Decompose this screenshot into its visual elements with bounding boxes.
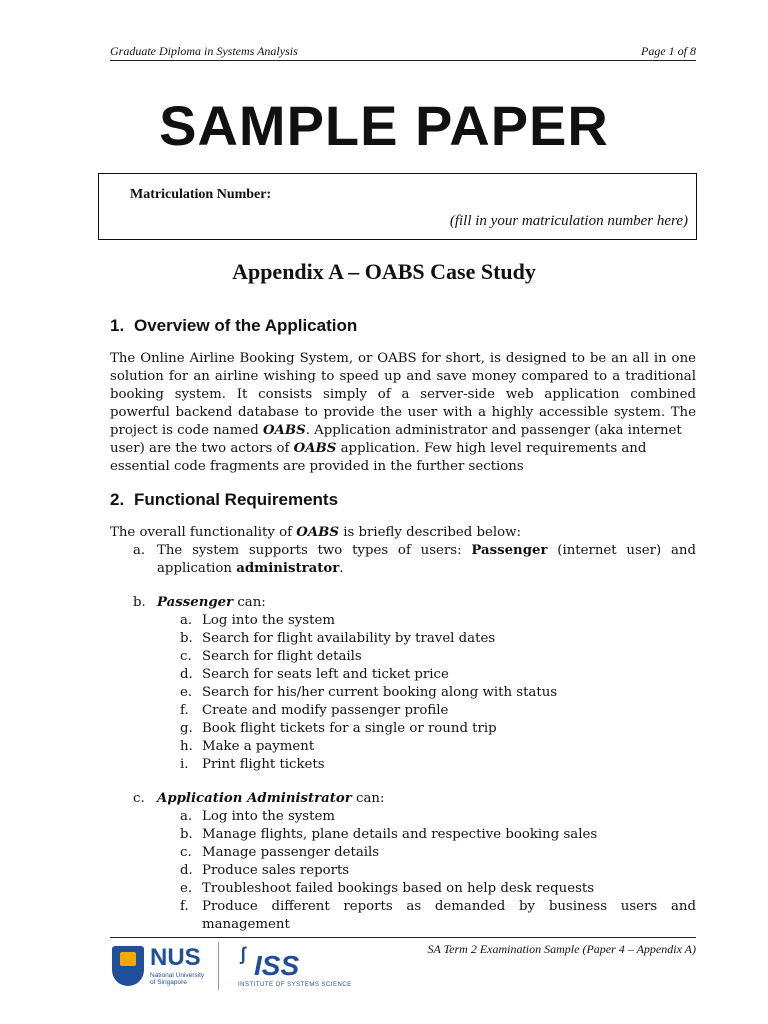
list-text-part: application — [157, 561, 237, 576]
passenger-item — [180, 630, 495, 648]
passenger-item — [180, 666, 449, 684]
nus-crest-icon — [112, 946, 144, 986]
logo-divider — [218, 942, 219, 990]
sub-letter: f. — [180, 899, 189, 914]
matriculation-hint: (fill in your matriculation number here) — [449, 213, 688, 229]
sub-text: Print flight tickets — [202, 757, 325, 772]
sub-text: Search for seats left and ticket price — [202, 667, 449, 682]
list-item-a — [133, 542, 696, 560]
iss-wordmark: ISS — [254, 950, 300, 981]
sub-text: Produce sales reports — [202, 863, 350, 878]
sub-text: Search for his/her current booking along with status — [202, 685, 558, 700]
oabs-emphasis: OABS — [262, 423, 306, 438]
list-text — [157, 542, 696, 560]
section-1-heading — [110, 316, 357, 336]
passenger-emphasis: Passenger — [471, 543, 548, 558]
list-item-b — [133, 594, 266, 612]
para-line: powerful backend database to provide the user with a highly accessible system. The — [110, 405, 696, 420]
iss-subtitle: INSTITUTE OF SYSTEMS SCIENCE — [238, 982, 352, 988]
para-line: The Online Airline Booking System, or OABS for short, is designed to be an all in one — [110, 351, 696, 366]
section-2-number: 2. — [110, 490, 125, 509]
sub-letter: i. — [180, 757, 189, 772]
list-text-part: The system supports two types of users: — [157, 543, 472, 558]
sub-letter: h. — [180, 739, 193, 754]
section-1-paragraph — [110, 350, 696, 476]
sub-letter: e. — [180, 685, 193, 700]
para-line: solution for an airline wishing to speed up and save money compared to a traditional — [110, 369, 696, 384]
section-2-heading — [110, 490, 338, 510]
sub-letter: e. — [180, 881, 193, 896]
sub-text: Troubleshoot failed bookings based on help desk requests — [202, 881, 595, 896]
sub-letter: c. — [180, 649, 192, 664]
administrator-item — [180, 880, 594, 898]
list-item-a-cont — [157, 560, 344, 578]
intro-text: is briefly described below: — [339, 525, 522, 540]
para-text: . Application administrator and passenger (aka internet — [305, 423, 682, 438]
list-text-part: . — [339, 561, 344, 576]
administrator-item-cont — [202, 916, 290, 934]
sub-text: Create and modify passenger profile — [202, 703, 449, 718]
passenger-item — [180, 738, 314, 756]
header-course-title: Graduate Diploma in Systems Analysis — [110, 44, 298, 58]
passenger-item — [180, 702, 448, 720]
sub-letter: a. — [180, 809, 193, 824]
matriculation-box[interactable] — [98, 173, 697, 240]
list-letter: a. — [133, 543, 146, 558]
sub-text: Produce different reports as demanded by business users and — [202, 899, 696, 914]
nus-subtitle-line: of Singapore — [150, 979, 187, 986]
list-text-part: can: — [233, 595, 266, 610]
para-line: booking system. It consists simply of a server-side web application combined — [110, 387, 696, 402]
para-line — [110, 422, 696, 440]
para-line: essential code fragments are provided in the further sections — [110, 459, 524, 474]
matriculation-label: Matriculation Number: — [130, 187, 272, 202]
sub-letter: g. — [180, 721, 193, 736]
sub-text: Log into the system — [202, 809, 335, 824]
section-2-title: Functional Requirements — [134, 490, 339, 509]
list-text-part: can: — [351, 791, 385, 806]
sub-text: Book flight tickets for a single or round trip — [202, 721, 497, 736]
sub-letter: c. — [180, 845, 192, 860]
sub-letter: d. — [180, 863, 193, 878]
nus-wordmark: NUS — [150, 944, 201, 971]
sub-text: Search for flight availability by travel dates — [202, 631, 496, 646]
nus-subtitle-line: National University — [150, 972, 205, 979]
sub-text: Manage passenger details — [202, 845, 380, 860]
passenger-item — [180, 612, 335, 630]
sub-text: Search for flight details — [202, 649, 362, 664]
page-header — [110, 42, 696, 61]
header-page-number: Page 1 of 8 — [641, 44, 696, 58]
administrator-emphasis: administrator — [236, 561, 340, 576]
intro-text: The overall functionality of — [110, 525, 297, 540]
section-1-title: Overview of the Application — [134, 316, 358, 335]
sub-text: Log into the system — [202, 613, 335, 628]
nus-logo — [110, 944, 210, 992]
sub-text: Manage flights, plane details and respective booking sales — [202, 827, 598, 842]
appendix-title: Appendix A – OABS Case Study — [232, 259, 536, 284]
sub-text: management — [202, 917, 290, 932]
sub-letter: f. — [180, 703, 189, 718]
passenger-item — [180, 720, 497, 738]
sub-letter: a. — [180, 613, 193, 628]
para-text: user) are the two actors of — [110, 441, 294, 456]
oabs-emphasis: OABS — [296, 525, 340, 540]
page-footer — [110, 937, 696, 998]
passenger-role: Passenger — [157, 595, 234, 610]
list-text-part: (internet user) and — [547, 543, 696, 558]
sub-letter: b. — [180, 827, 193, 842]
administrator-item — [180, 826, 597, 844]
para-text: project is code named — [110, 423, 263, 438]
nus-subtitle — [150, 972, 210, 986]
list-letter: c. — [133, 791, 145, 806]
administrator-item — [180, 808, 335, 826]
administrator-item — [180, 844, 379, 862]
list-letter: b. — [133, 595, 146, 610]
administrator-item — [180, 898, 696, 916]
section-2-intro — [110, 524, 521, 542]
passenger-item — [180, 648, 362, 666]
oabs-emphasis: OABS — [293, 441, 337, 456]
passenger-item — [180, 756, 325, 774]
list-item-c — [133, 790, 384, 808]
para-text: application. Few high level requirements and — [336, 441, 647, 456]
iss-logo — [238, 944, 358, 992]
paper-title: SAMPLE PAPER — [159, 94, 609, 157]
section-1-number: 1. — [110, 316, 125, 335]
administrator-item — [180, 862, 349, 880]
footer-note: SA Term 2 Examination Sample (Paper 4 – Appendix A) — [427, 942, 696, 956]
sub-letter: d. — [180, 667, 193, 682]
sub-text: Make a payment — [202, 739, 315, 754]
passenger-item — [180, 684, 557, 702]
sub-letter: b. — [180, 631, 193, 646]
para-line — [110, 440, 696, 458]
iss-swirl-icon: ʃ — [240, 944, 246, 964]
administrator-role: Application Administrator — [157, 791, 352, 806]
